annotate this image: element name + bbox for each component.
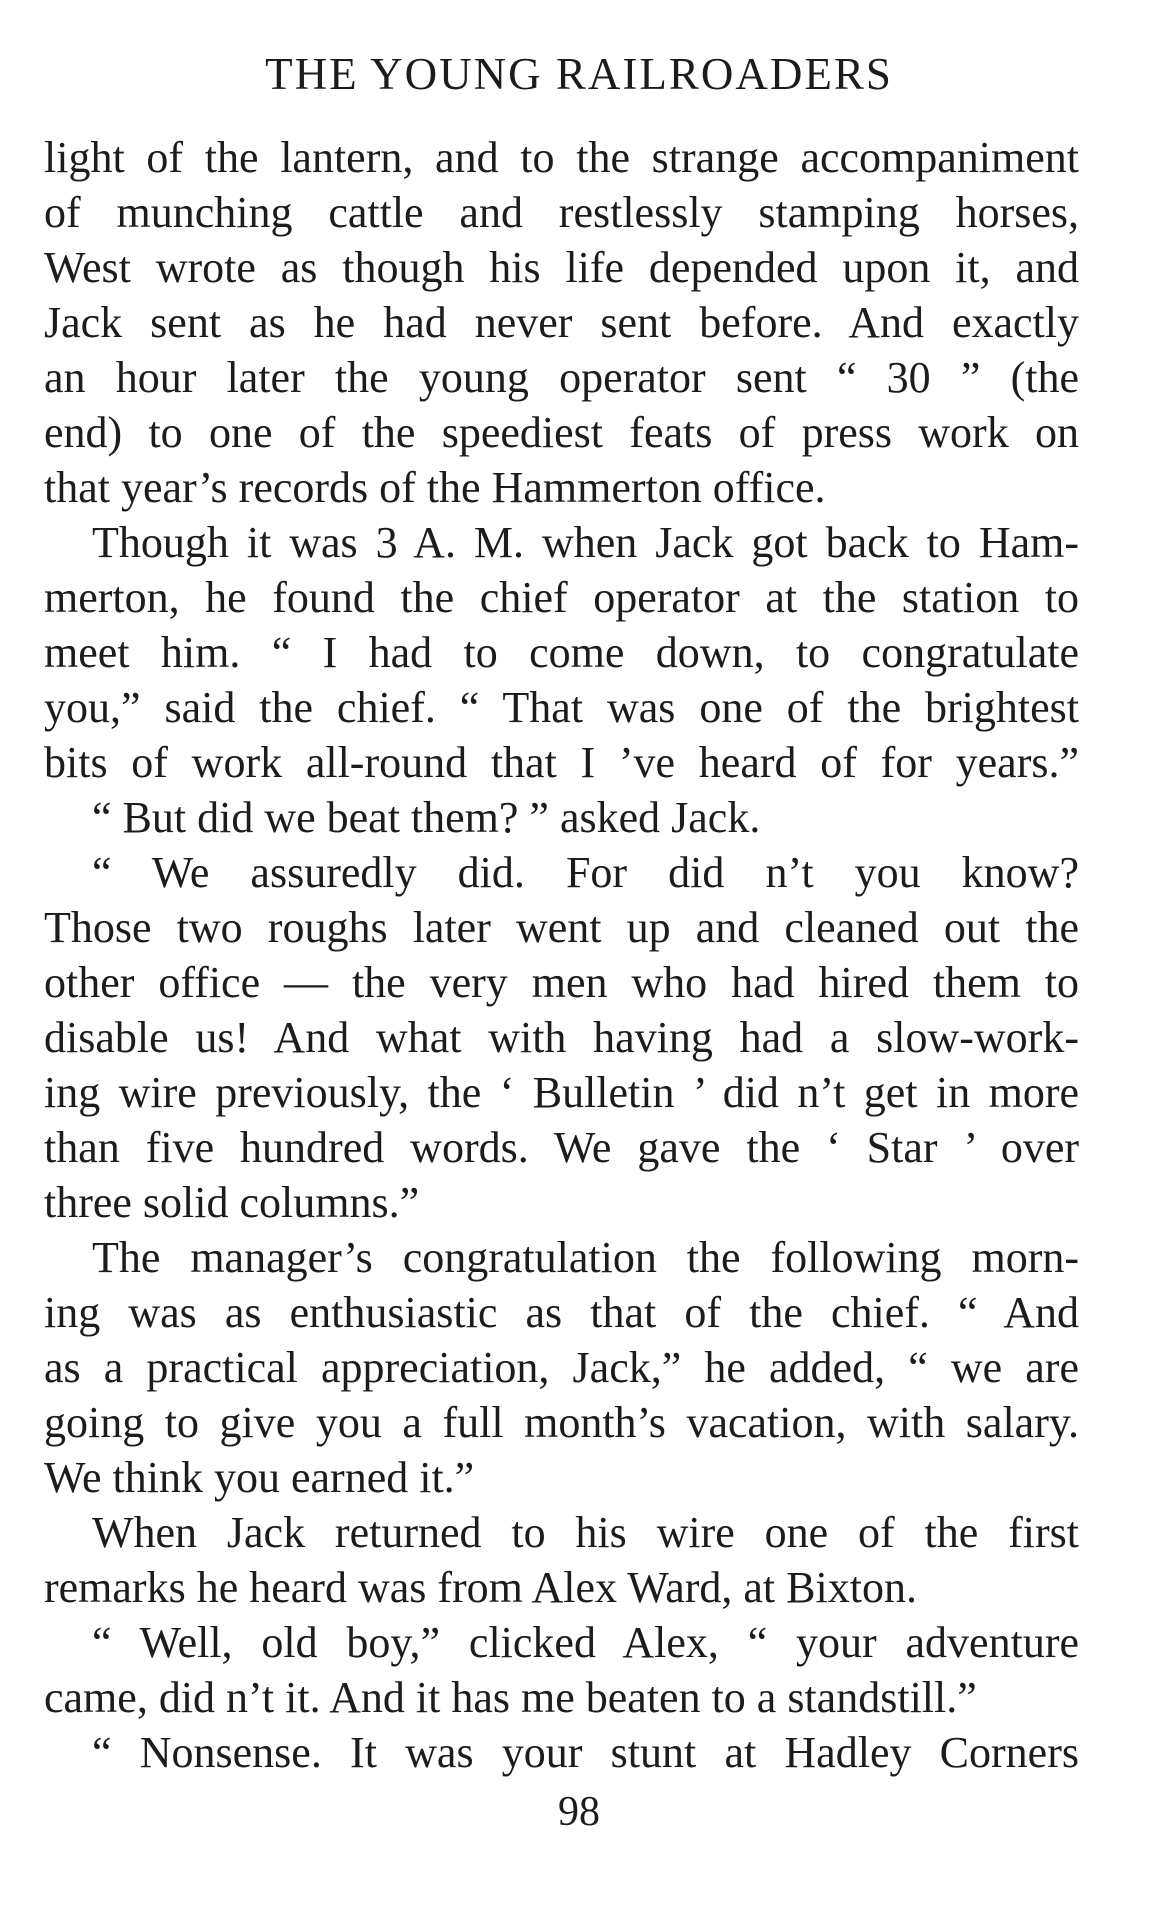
text-line: ing was as enthusiastic as that of the chief. “ And <box>44 1288 1079 1337</box>
text-line: of munching cattle and restlessly stamping horses, <box>44 188 1079 237</box>
text-line: “ Nonsense. It was your stunt at Hadley Corners <box>92 1728 1079 1777</box>
text-line: “ We assuredly did. For did n’t you know? <box>92 848 1079 897</box>
text-line: “ Well, old boy,” clicked Alex, “ your adventure <box>92 1618 1079 1667</box>
running-head: THE YOUNG RAILROADERS <box>265 49 893 99</box>
page-number: 98 <box>558 1789 600 1835</box>
text-line: remarks he heard was from Alex Ward, at Bixton. <box>44 1563 917 1612</box>
text-line: The manager’s congratulation the following morn- <box>92 1233 1079 1282</box>
text-line: merton, he found the chief operator at the station to <box>44 573 1079 622</box>
text-line: bits of work all-round that I ’ve heard of for years.” <box>44 738 1079 787</box>
text-line: Those two roughs later went up and cleaned out the <box>44 903 1079 952</box>
text-line: We think you earned it.” <box>44 1453 475 1502</box>
text-line: other office — the very men who had hired them to <box>44 958 1079 1007</box>
text-line: than five hundred words. We gave the ‘ Star ’ over <box>44 1123 1079 1172</box>
text-line: end) to one of the speediest feats of press work on <box>44 408 1079 457</box>
text-line: ing wire previously, the ‘ Bulletin ’ did n’t get in more <box>44 1068 1079 1117</box>
text-line: as a practical appreciation, Jack,” he added, “ we are <box>44 1343 1079 1392</box>
text-line: “ But did we beat them? ” asked Jack. <box>92 793 761 842</box>
text-line: disable us! And what with having had a slow-work- <box>44 1013 1079 1062</box>
text-line: came, did n’t it. And it has me beaten to a standstill.” <box>44 1673 977 1722</box>
body-text <box>44 130 1079 1780</box>
text-line: Jack sent as he had never sent before. And exactly <box>44 298 1079 347</box>
text-line: West wrote as though his life depended upon it, and <box>44 243 1079 292</box>
text-line: you,” said the chief. “ That was one of the brightest <box>44 683 1079 732</box>
text-line: going to give you a full month’s vacation, with salary. <box>44 1398 1079 1447</box>
text-line: an hour later the young operator sent “ 30 ” (the <box>44 353 1079 402</box>
text-line: three solid columns.” <box>44 1178 420 1227</box>
text-line: Though it was 3 A. M. when Jack got back to Ham- <box>92 518 1079 567</box>
text-line: that year’s records of the Hammerton office. <box>44 463 826 512</box>
text-line: When Jack returned to his wire one of the first <box>92 1508 1079 1557</box>
text-line: meet him. “ I had to come down, to congratulate <box>44 628 1079 677</box>
text-line: light of the lantern, and to the strange accompaniment <box>44 133 1079 182</box>
